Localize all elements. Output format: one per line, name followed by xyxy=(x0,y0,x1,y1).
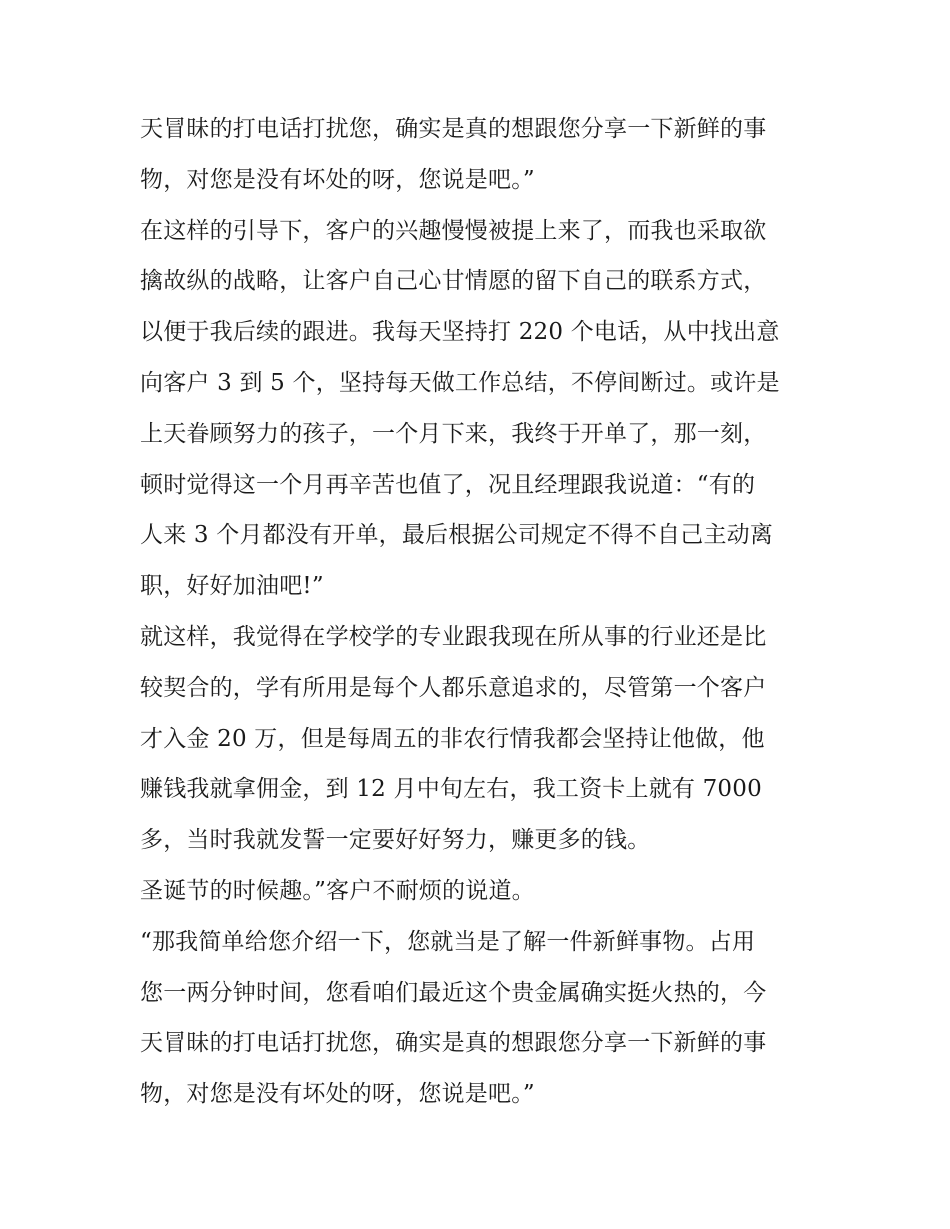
body-text xyxy=(140,104,820,1120)
text-line: 多，当时我就发誓一定要好好努力，赚更多的钱。 xyxy=(140,827,651,854)
text-line: 圣诞节的时候趣。”客户不耐烦的说道。 xyxy=(140,877,535,904)
text-line: 天冒昧的打电话打扰您，确实是真的想跟您分享一下新鲜的事 xyxy=(140,116,767,142)
text-line: 您一两分钟时间，您看咱们最近这个贵金属确实挺火热的，今 xyxy=(140,979,767,1006)
text-line: “那我简单给您介绍一下，您就当是了解一件新鲜事物。占用 xyxy=(140,928,756,955)
text-line: 在这样的引导下，客户的兴趣慢慢被提上来了，而我也采取欲 xyxy=(140,217,767,244)
text-line: 顿时觉得这一个月再辛苦也值了，况且经理跟我说道：“有的 xyxy=(140,471,756,498)
text-line: 向客户 3 到 5 个，坚持每天做工作总结，不停间断过。或许是 xyxy=(140,369,780,396)
text-line: 上天眷顾努力的孩子，一个月下来，我终于开单了，那一刻， xyxy=(140,420,767,447)
text-line: 擒故纵的战略，让客户自己心甘情愿的留下自己的联系方式， xyxy=(140,268,767,295)
text-line: 较契合的，学有所用是每个人都乐意追求的，尽管第一个客户 xyxy=(140,674,767,701)
text-line: 就这样，我觉得在学校学的专业跟我现在所从事的行业还是比 xyxy=(140,623,767,650)
text-line: 人来 3 个月都没有开单，最后根据公司规定不得不自己主动离 xyxy=(140,522,774,549)
text-line: 以便于我后续的跟进。我每天坚持打 220 个电话，从中找出意 xyxy=(140,319,780,346)
text-line: 赚钱我就拿佣金，到 12 月中旬左右，我工资卡上就有 7000 xyxy=(140,776,762,803)
text-line: 职，好好加油吧!” xyxy=(140,573,324,600)
text-line: 物，对您是没有坏处的呀，您说是吧。” xyxy=(140,166,535,193)
text-line: 物，对您是没有坏处的呀，您说是吧。” xyxy=(140,1081,535,1108)
text-line: 天冒昧的打电话打扰您，确实是真的想跟您分享一下新鲜的事 xyxy=(140,1030,767,1057)
text-line: 才入金 20 万，但是每周五的非农行情我都会坚持让他做，他 xyxy=(140,725,765,752)
